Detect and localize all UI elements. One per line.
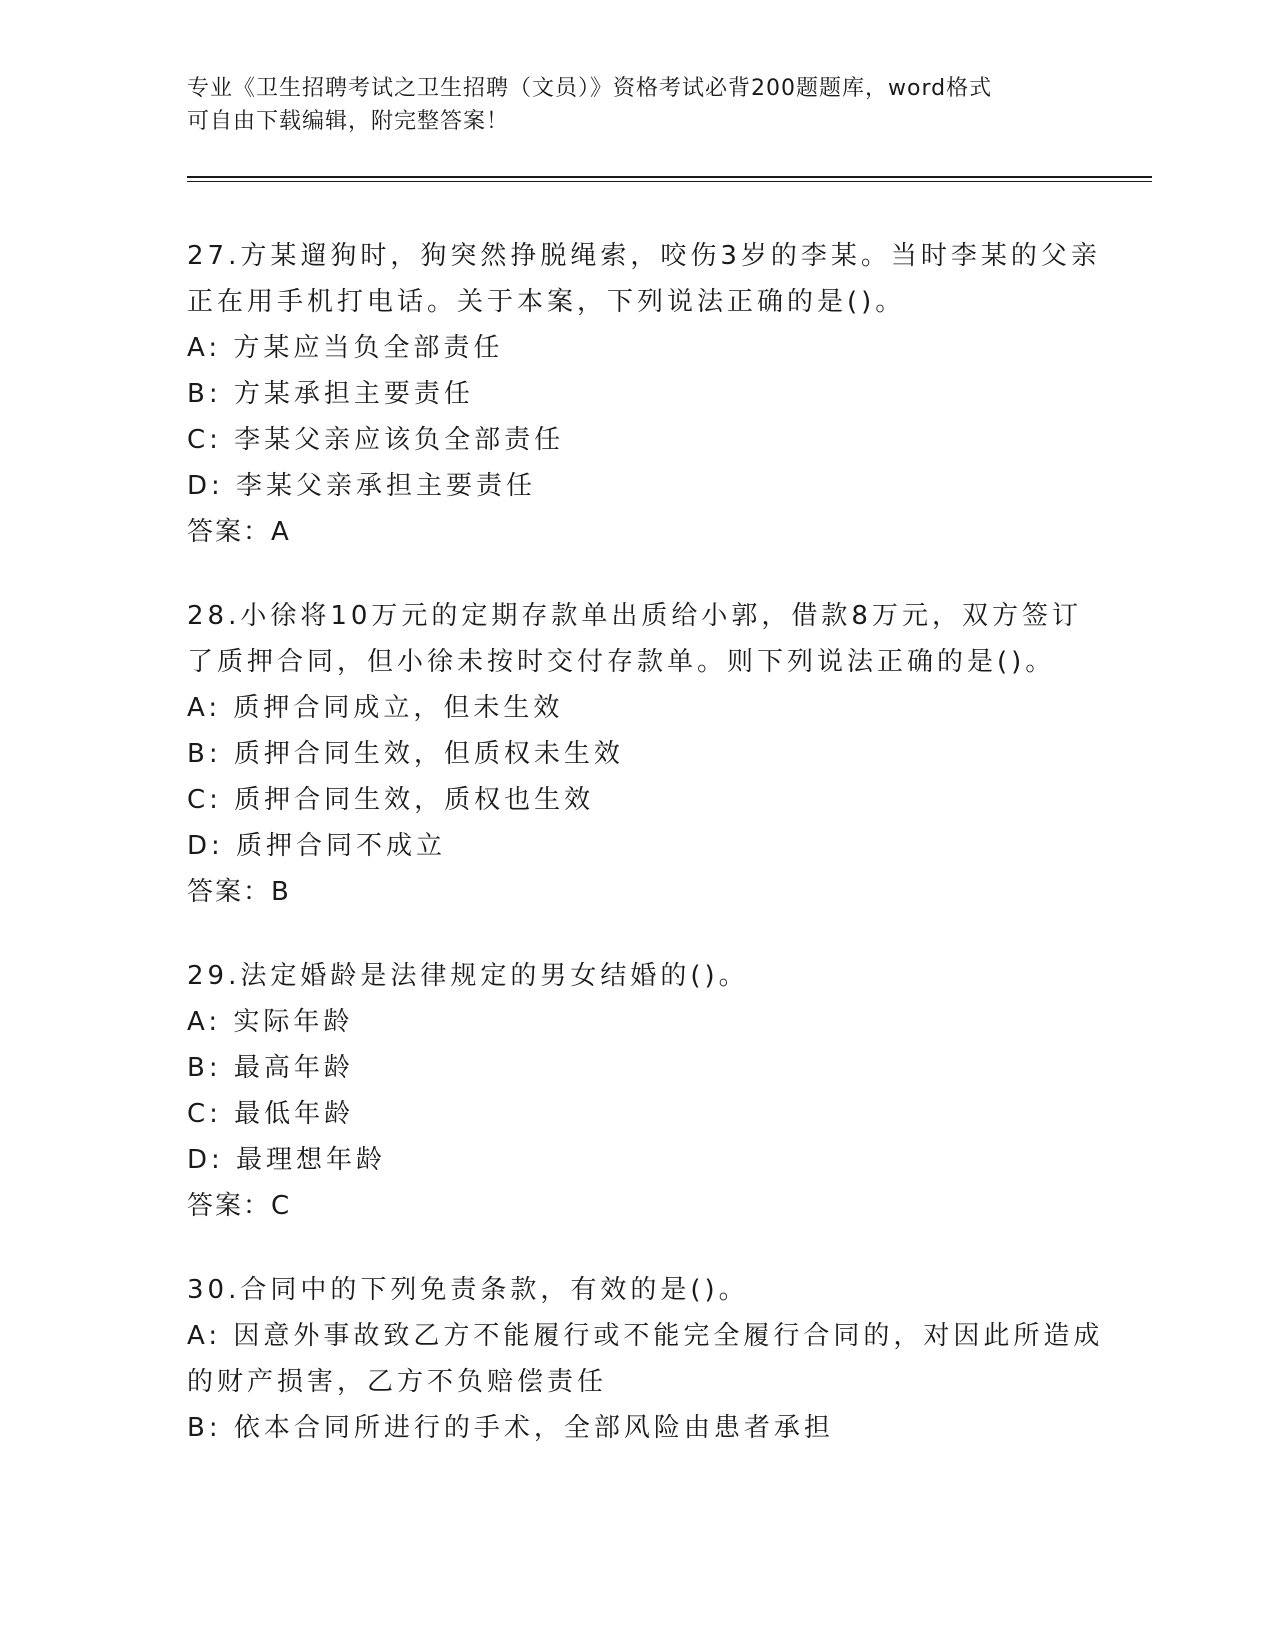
option-b: B: 依本合同所进行的手术，全部风险由患者承担 [187, 1413, 834, 1443]
option-a: A: 因意外事故致乙方不能履行或不能完全履行合同的，对因此所造成 [187, 1321, 1104, 1351]
question-text: 了质押合同，但小徐未按时交付存款单。则下列说法正确的是()。 [187, 647, 1056, 677]
option-a: A: 方某应当负全部责任 [187, 333, 504, 363]
option-b: B: 最高年龄 [187, 1053, 354, 1083]
question-28 [187, 593, 1087, 915]
option-b: B: 质押合同生效，但质权未生效 [187, 739, 624, 769]
question-text: 28.小徐将10万元的定期存款单出质给小郭，借款8万元，双方签订 [187, 601, 1082, 631]
question-29 [187, 953, 1087, 1229]
header-line-2: 可自由下载编辑，附完整答案！ [187, 109, 510, 134]
question-text: 27.方某遛狗时，狗突然挣脱绳索，咬伤3岁的李某。当时李某的父亲 [187, 241, 1101, 271]
question-text: 正在用手机打电话。关于本案，下列说法正确的是()。 [187, 287, 906, 317]
header-divider-thin [187, 181, 1152, 182]
question-list [187, 233, 1104, 1489]
option-d: D: 质押合同不成立 [187, 831, 447, 861]
header-line-1: 专业《卫生招聘考试之卫生招聘（文员）》资格考试必背200题题库，word格式 [187, 76, 993, 101]
answer: 答案：B [187, 877, 291, 907]
document-header [187, 72, 1067, 138]
question-text: 30.合同中的下列免责条款，有效的是()。 [187, 1275, 749, 1305]
option-c: C: 最低年龄 [187, 1099, 355, 1129]
question-30 [187, 1267, 1104, 1451]
option-a: A: 实际年龄 [187, 1007, 354, 1037]
option-c: C: 李某父亲应该负全部责任 [187, 425, 565, 455]
option-c: C: 质押合同生效，质权也生效 [187, 785, 595, 815]
question-text: 29.法定婚龄是法律规定的男女结婚的()。 [187, 961, 749, 991]
question-27 [187, 233, 1101, 555]
answer: 答案：A [187, 517, 291, 547]
option-a-continued: 的财产损害，乙方不负赔偿责任 [187, 1367, 608, 1397]
option-a: A: 质押合同成立，但未生效 [187, 693, 564, 723]
answer: 答案：C [187, 1191, 292, 1221]
option-d: D: 最理想年龄 [187, 1145, 387, 1175]
header-divider-thick [187, 176, 1152, 178]
option-d: D: 李某父亲承担主要责任 [187, 471, 537, 501]
option-b: B: 方某承担主要责任 [187, 379, 474, 409]
